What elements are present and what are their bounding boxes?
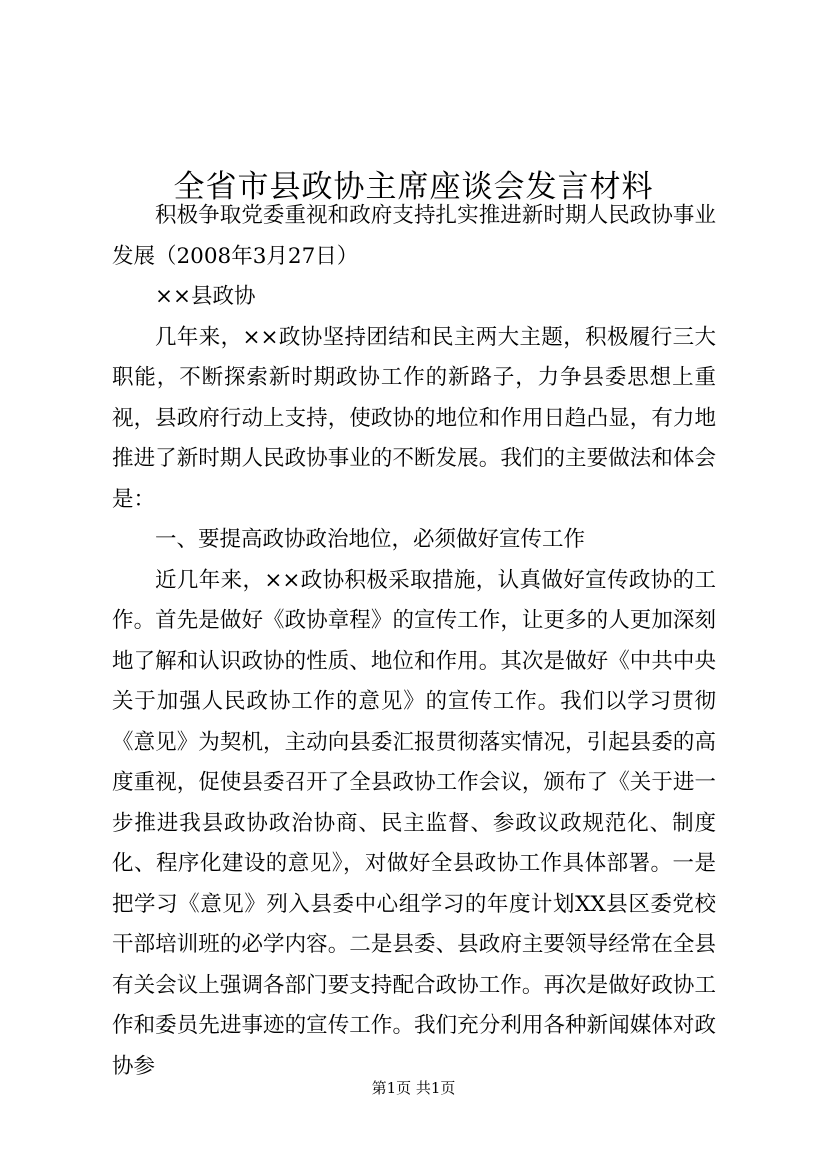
section-heading-1: 一、要提高政协政治地位，必须做好宣传工作 — [155, 527, 586, 552]
page-footer: 第1页 共1页 — [371, 1079, 456, 1097]
subtitle-paragraph: 积极争取党委重视和政府支持扎实推进新时期人民政协事业发展（2008年3月27日） — [112, 203, 716, 269]
document-body — [112, 196, 716, 1087]
intro-paragraph: 几年来，××政协坚持团结和民主两大主题，积极履行三大职能，不断探索新时期政协工作的新路子，力争县委思想上重视，县政府行动上支持，使政协的地位和作用日趋凸显，有力地推进了新时期人民政协事业的不断发展。我们的主要做法和体会是： — [112, 324, 716, 512]
section-paragraph-1: 近几年来，××政协积极采取措施，认真做好宣传政协的工作。首先是做好《政协章程》的宣传工作，让更多的人更加深刻地了解和认识政协的性质、地位和作用。其次是做好《中共中央关于加强人民政协工作的意见》的宣传工作。我们以学习贯彻《意见》为契机，主动向县委汇报贯彻落实情况，引起县委的高度重视，促使县委召开了全县政协工作会议，颁布了《关于进一步推进我县政协政治协商、民主监督、参政议政规范化、制度化、程序化建设的意见》，对做好全县政协工作具体部署。一是把学习《意见》列入县委中心组学习的年度计划XX县区委党校干部培训班的必学内容。二是县委、县政府主要领导经常在全县有关会议上强调各部门要支持配合政协工作。再次是做好政协工作和委员先进事迹的宣传工作。我们充分利用各种新闻媒体对政协参 — [112, 567, 716, 1079]
author-paragraph: ××县政协 — [155, 284, 256, 309]
document-title: 全省市县政协主席座谈会发言材料 — [173, 168, 654, 205]
